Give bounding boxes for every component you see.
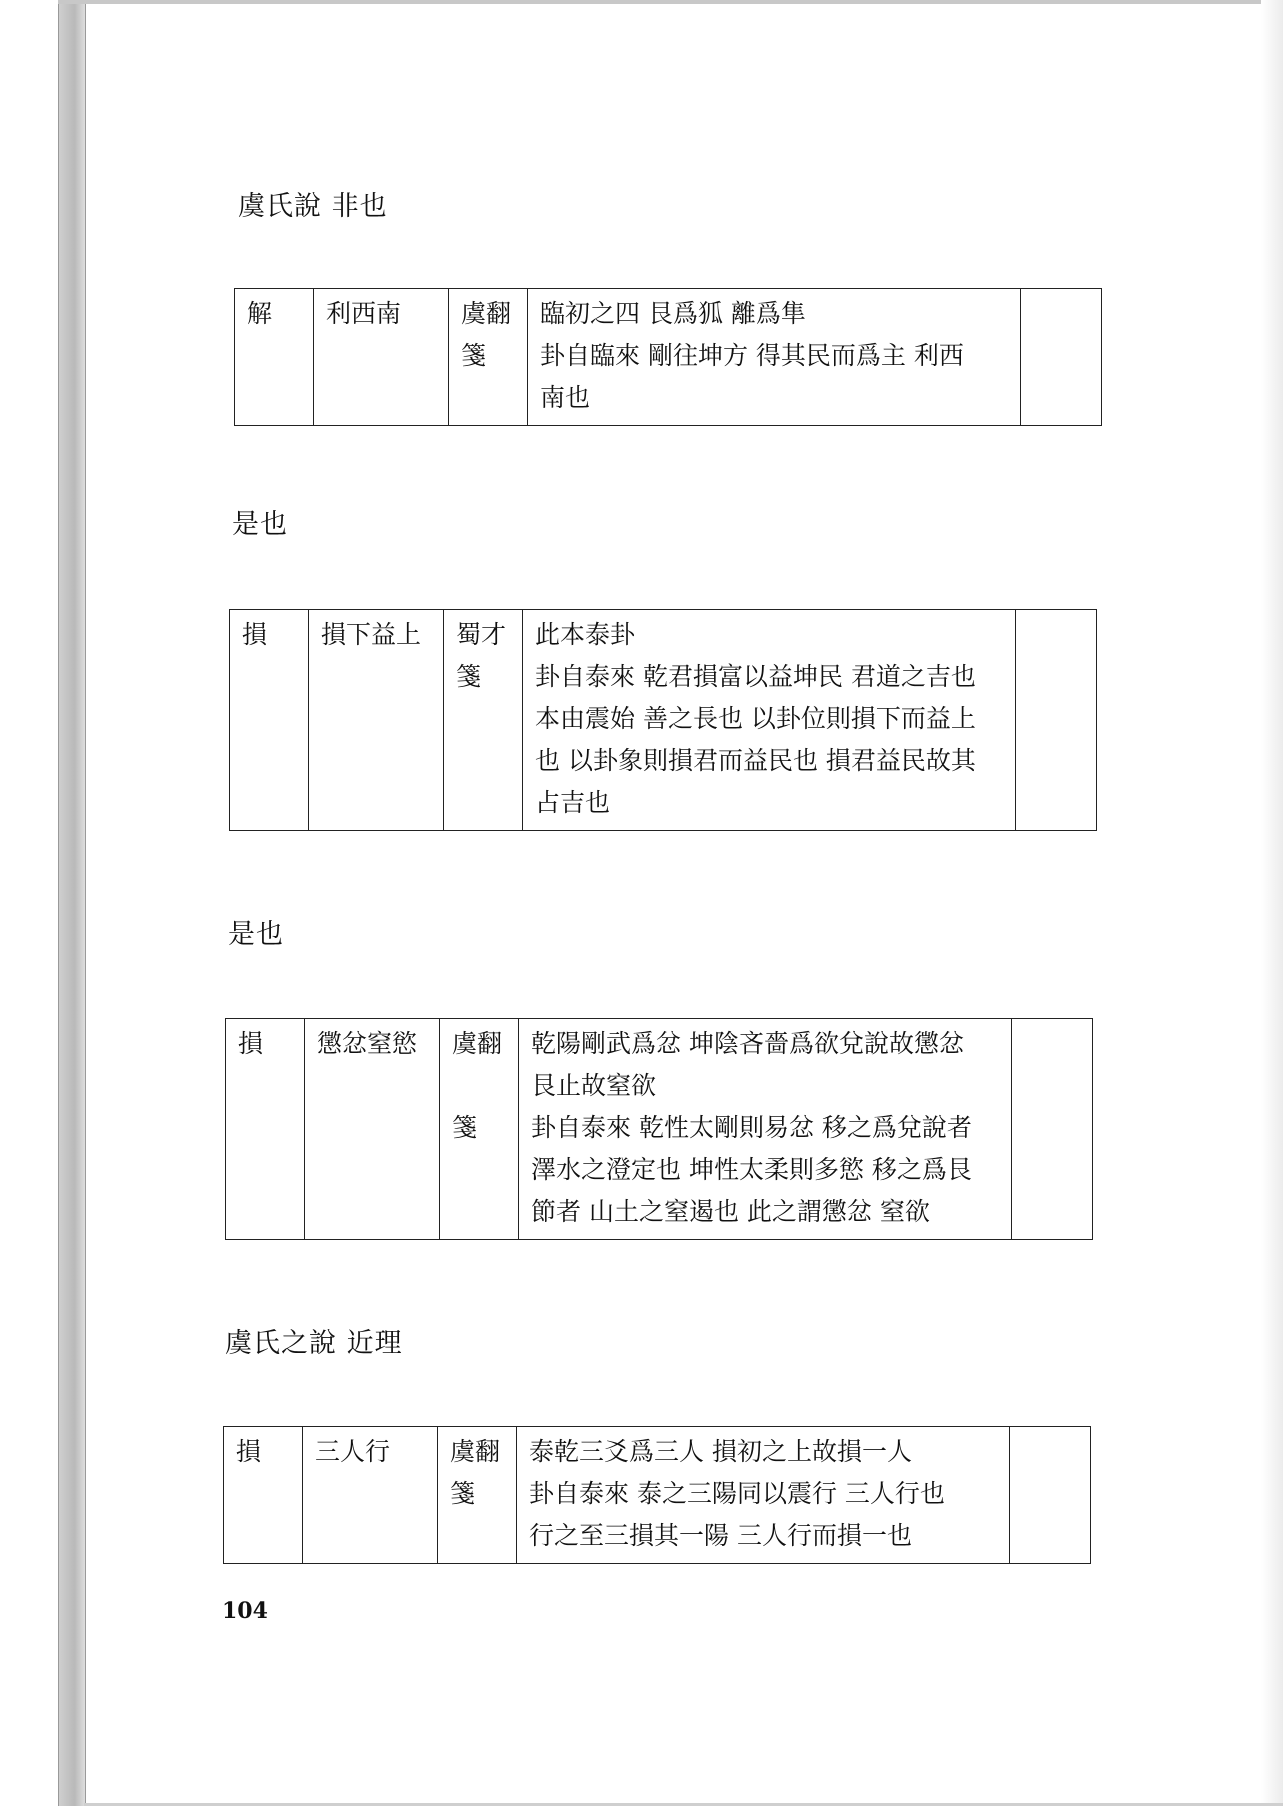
hexagram-cell: 損 (230, 610, 309, 831)
body-cell: 泰乾三爻爲三人 損初之上故損一人 卦自泰來 泰之三陽同以震行 三人行也 行之至三損其一陽 三人行而損一也 (517, 1427, 1010, 1564)
page-top-edge (58, 0, 1283, 4)
hexagram-cell: 損 (226, 1019, 305, 1240)
text-cell: 損下益上 (309, 610, 444, 831)
source-cell: 虞翻 箋 (440, 1019, 519, 1240)
book-spine-edge (58, 0, 86, 1806)
entry-table-1 (234, 288, 1102, 426)
text-cell: 利西南 (314, 289, 449, 426)
source-cell: 虞翻 箋 (438, 1427, 517, 1564)
source-cell: 蜀才 箋 (444, 610, 523, 831)
entry-table-2 (229, 609, 1097, 831)
table-row (235, 289, 1102, 426)
page-right-shade (1261, 0, 1283, 1806)
source-cell: 虞翻 箋 (449, 289, 528, 426)
empty-cell (1016, 610, 1097, 831)
comment-4: 虞氏之說 近理 (225, 1328, 403, 1359)
comment-1: 虞氏說 非也 (238, 191, 388, 222)
table-row (230, 610, 1097, 831)
comment-2: 是也 (232, 509, 288, 540)
hexagram-cell: 解 (235, 289, 314, 426)
entry-table-4 (223, 1426, 1091, 1564)
body-cell: 此本泰卦 卦自泰來 乾君損富以益坤民 君道之吉也 本由震始 善之長也 以卦位則損下而益上 也 以卦象則損君而益民也 損君益民故其 占吉也 (523, 610, 1016, 831)
table-row (224, 1427, 1091, 1564)
empty-cell (1021, 289, 1102, 426)
body-cell: 臨初之四 艮爲狐 離爲隼 卦自臨來 剛往坤方 得其民而爲主 利西 南也 (528, 289, 1021, 426)
body-cell: 乾陽剛武爲忿 坤陰吝嗇爲欲兌說故懲忿 艮止故窒欲 卦自泰來 乾性太剛則易忿 移之爲兌說者 澤水之澄定也 坤性太柔則多慾 移之爲艮 節者 山土之窒遏也 此之謂懲忿 窒欲 (519, 1019, 1012, 1240)
entry-table-3 (225, 1018, 1093, 1240)
hexagram-cell: 損 (224, 1427, 303, 1564)
text-cell: 三人行 (303, 1427, 438, 1564)
empty-cell (1012, 1019, 1093, 1240)
page-number: 104 (222, 1598, 268, 1624)
empty-cell (1010, 1427, 1091, 1564)
comment-3: 是也 (228, 919, 284, 950)
text-cell: 懲忿窒慾 (305, 1019, 440, 1240)
table-row (226, 1019, 1093, 1240)
